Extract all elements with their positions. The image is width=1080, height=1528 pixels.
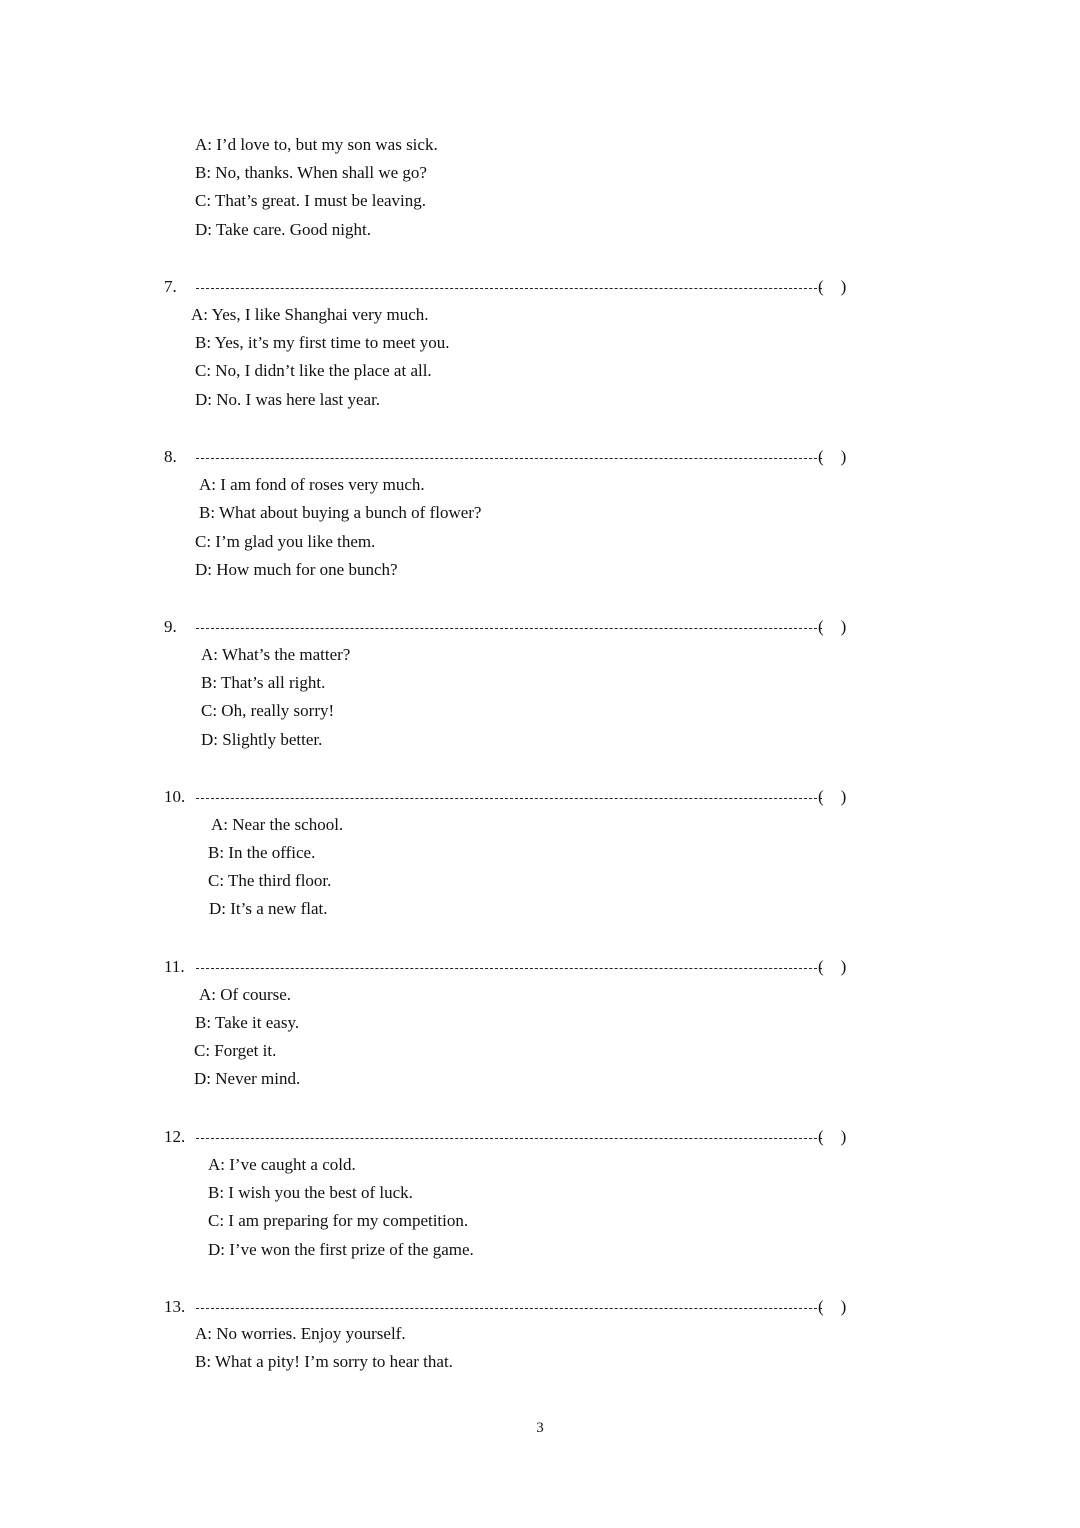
prev-option-d: D: Take care. Good night. xyxy=(195,220,372,239)
prev-option-b: B: No, thanks. When shall we go? xyxy=(195,163,427,182)
question-number: 11. xyxy=(164,957,185,976)
option-a: A: What’s the matter? xyxy=(201,645,351,664)
question-number: 10. xyxy=(164,787,186,806)
option-c: C: Oh, really sorry! xyxy=(201,701,335,720)
option-c: C: The third floor. xyxy=(208,871,332,890)
option-a: A: I’ve caught a cold. xyxy=(208,1155,356,1174)
option-a: A: Near the school. xyxy=(211,815,344,834)
answer-bracket[interactable]: ( ) xyxy=(818,1297,847,1316)
option-b: B: I wish you the best of luck. xyxy=(208,1183,413,1202)
answer-bracket[interactable]: ( ) xyxy=(818,447,847,466)
option-c: C: No, I didn’t like the place at all. xyxy=(195,361,432,380)
answer-dash-line xyxy=(196,968,822,969)
option-d: D: It’s a new flat. xyxy=(209,899,328,918)
option-b: B: Yes, it’s my first time to meet you. xyxy=(195,333,450,352)
option-d: D: Never mind. xyxy=(194,1069,301,1088)
answer-dash-line xyxy=(196,798,822,799)
option-b: B: What a pity! I’m sorry to hear that. xyxy=(195,1352,453,1371)
option-a: A: I am fond of roses very much. xyxy=(199,475,425,494)
option-a: A: No worries. Enjoy yourself. xyxy=(195,1324,406,1343)
option-b: B: Take it easy. xyxy=(195,1013,300,1032)
option-a: A: Of course. xyxy=(199,985,292,1004)
prev-option-a: A: I’d love to, but my son was sick. xyxy=(195,135,438,154)
option-a: A: Yes, I like Shanghai very much. xyxy=(191,305,429,324)
answer-bracket[interactable]: ( ) xyxy=(818,957,847,976)
option-c: C: I am preparing for my competition. xyxy=(208,1211,469,1230)
answer-bracket[interactable]: ( ) xyxy=(818,617,847,636)
question-number: 13. xyxy=(164,1297,186,1316)
answer-bracket[interactable]: ( ) xyxy=(818,787,847,806)
answer-dash-line xyxy=(196,1138,822,1139)
option-d: D: No. I was here last year. xyxy=(195,390,381,409)
option-c: C: Forget it. xyxy=(194,1041,277,1060)
option-b: B: That’s all right. xyxy=(201,673,326,692)
option-d: D: How much for one bunch? xyxy=(195,560,398,579)
question-number: 12. xyxy=(164,1127,186,1146)
answer-bracket[interactable]: ( ) xyxy=(818,1127,847,1146)
answer-dash-line xyxy=(196,1308,822,1309)
answer-dash-line xyxy=(196,458,822,459)
option-b: B: What about buying a bunch of flower? xyxy=(199,503,482,522)
answer-dash-line xyxy=(196,628,822,629)
answer-dash-line xyxy=(196,288,822,289)
page-number: 3 xyxy=(536,1420,544,1436)
question-number: 9. xyxy=(164,617,177,636)
option-b: B: In the office. xyxy=(208,843,316,862)
option-c: C: I’m glad you like them. xyxy=(195,532,376,551)
question-number: 8. xyxy=(164,447,177,466)
option-d: D: Slightly better. xyxy=(201,730,323,749)
option-d: D: I’ve won the first prize of the game. xyxy=(208,1240,474,1259)
answer-bracket[interactable]: ( ) xyxy=(818,277,847,296)
question-number: 7. xyxy=(164,277,177,296)
prev-option-c: C: That’s great. I must be leaving. xyxy=(195,191,427,210)
